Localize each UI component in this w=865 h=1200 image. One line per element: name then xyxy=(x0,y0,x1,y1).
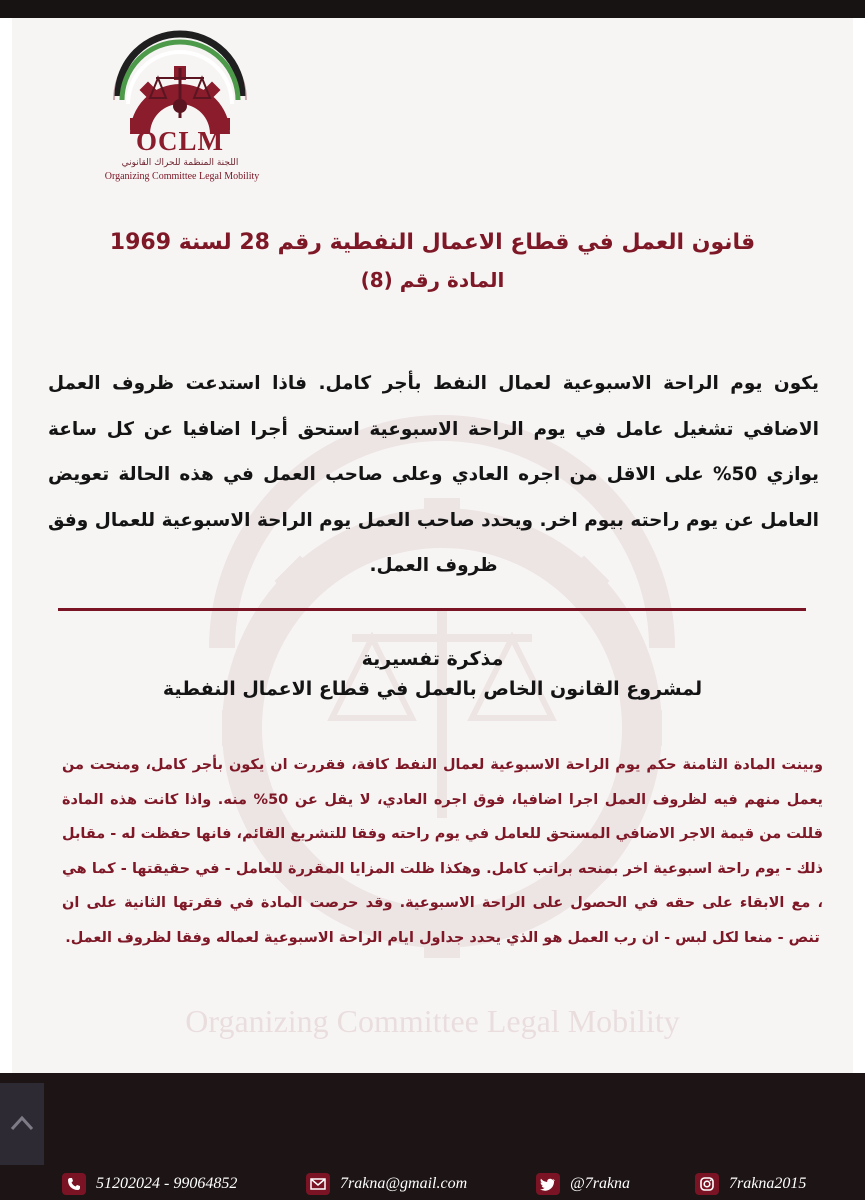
article-number: المادة رقم (8) xyxy=(360,268,505,292)
watermark-text: Organizing Committee Legal Mobility xyxy=(185,1003,680,1039)
email-address: 7rakna@gmail.com xyxy=(340,1175,468,1192)
contact-footer xyxy=(0,1172,865,1196)
mail-icon xyxy=(306,1173,330,1195)
section-divider xyxy=(58,608,806,611)
footer-instagram[interactable] xyxy=(695,1172,806,1196)
logo-subtitle-arabic: اللجنة المنظمة للحراك القانوني xyxy=(121,158,239,168)
top-bar xyxy=(0,0,865,18)
phone-icon xyxy=(62,1173,86,1195)
footer-twitter[interactable] xyxy=(536,1172,630,1196)
logo-subtitle-english: Organizing Committee Legal Mobility xyxy=(104,171,260,182)
footer-email[interactable] xyxy=(306,1172,467,1196)
twitter-handle: @7rakna xyxy=(570,1175,631,1192)
article-text: يكون يوم الراحة الاسبوعية لعمال النفط بأجر كامل. فاذا استدعت ظروف العمل الاضافي تشغيل عامل في يوم الراحة الاسبوعية استحق أجرا اضافيا عن كل ساعة يوازي 50% على الاقل من اجره العادي وعلى صاحب العمل في هذه الحالة تعويض العامل عن يوم راحته بيوم اخر. ويحدد صاحب العمل يوم الراحة الاسبوعية للعمال وفق ظروف العمل. xyxy=(48,373,819,576)
instagram-handle: 7rakna2015 xyxy=(729,1175,807,1192)
law-title: قانون العمل في قطاع الاعمال النفطية رقم 28 لسنة 1969 xyxy=(109,230,756,255)
chevron-up-icon xyxy=(8,1111,36,1135)
footer-phone[interactable] xyxy=(62,1172,237,1196)
memo-title: مذكرة تفسيرية xyxy=(361,648,504,670)
logo-abbreviation: OCLM xyxy=(136,126,224,156)
document-page xyxy=(12,18,853,1073)
scroll-up-tab[interactable] xyxy=(0,1083,44,1165)
twitter-icon xyxy=(536,1173,560,1195)
memo-text: وبينت المادة الثامنة حكم يوم الراحة الاسبوعية لعمال النفط كافة، فقررت ان يكون بأجر كامل، ومنحت من يعمل منهم فيه لظروف العمل اجرا اضافيا، فوق اجره العادي، لا يقل عن 50% منه. واذا كانت هذه المادة قللت من قيمة الاجر الاضافي المستحق للعامل في يوم راحته وفقا للتشريع القائم، فانها حفظت له - مقابل ذلك - يوم راحة اسبوعية اخر بمنحه براتب كامل. وهكذا ظلت المزايا المقررة للعامل - في حقيقتها - كما هي ، مع الابقاء على حقه في الحصول على الراحة الاسبوعية. وقد حرصت المادة في فقرتها الثانية على ان تنص - منعا لكل لبس - ان رب العمل هو الذي يحدد جداول ايام الراحة الاسبوعية لعماله وفقا لظروف العمل. xyxy=(62,757,824,946)
oclm-logo xyxy=(100,26,260,136)
phone-number: 51202024 - 99064852 xyxy=(96,1175,238,1192)
instagram-icon xyxy=(695,1173,719,1195)
memo-subtitle: لمشروع القانون الخاص بالعمل في قطاع الاعمال النفطية xyxy=(162,678,703,700)
